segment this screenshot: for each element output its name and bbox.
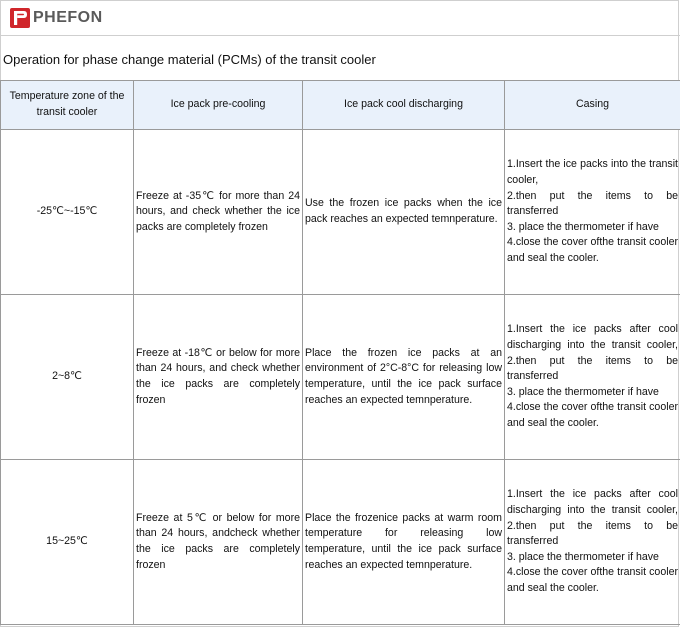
casing-step: 2.then put the items to be transferred — [507, 189, 678, 218]
header-pre-cooling: Ice pack pre-cooling — [134, 81, 303, 130]
page-header — [0, 0, 680, 36]
phefon-logo-icon — [10, 8, 30, 28]
header-temperature-zone: Temperature zone of the transit cooler — [1, 81, 134, 130]
zone-cell: -25℃~-15℃ — [1, 130, 134, 295]
casing-step: 2.then put the items to be transferred — [507, 519, 678, 548]
casing-step: 1.Insert the ice packs after cool discharging into the transit cooler, — [507, 323, 678, 352]
casing-step: 3. place the thermometer if have — [507, 220, 659, 233]
table-row — [1, 460, 680, 625]
discharging-cell: Place the frozen ice packs at an environment of 2°C-8°C for releasing low temperature, until the ice pack surface reaches an expected temnperature. — [303, 295, 505, 460]
casing-cell — [505, 295, 680, 460]
brand-name: PHEFON — [33, 9, 103, 26]
casing-step: 1.Insert the ice packs after cool discharging into the transit cooler, — [507, 488, 678, 517]
operation-table — [0, 80, 680, 625]
zone-cell: 2~8℃ — [1, 295, 134, 460]
brand-logo[interactable] — [10, 8, 103, 28]
casing-step: 2.then put the items to be transferred — [507, 354, 678, 383]
header-casing: Casing — [505, 81, 680, 130]
casing-step: 4.close the cover ofthe transit cooler and seal the cooler. — [507, 236, 678, 264]
table-header-row — [1, 81, 680, 130]
page-title: Operation for phase change material (PCMs) of the transit cooler — [3, 52, 376, 67]
casing-step: 3. place the thermometer if have — [507, 550, 659, 563]
precooling-cell: Freeze at 5℃ or below for more than 24 hours, andcheck whether the ice packs are completely frozen — [134, 460, 303, 625]
casing-cell — [505, 130, 680, 295]
casing-step: 1.Insert the ice packs into the transit cooler, — [507, 158, 678, 187]
precooling-cell: Freeze at -18℃ or below for more than 24 hours, and check whether the ice packs are completely frozen — [134, 295, 303, 460]
title-row — [0, 36, 680, 81]
header-cool-discharging: Ice pack cool discharging — [303, 81, 505, 130]
casing-cell — [505, 460, 680, 625]
discharging-cell: Place the frozenice packs at warm room temperature for releasing low temperature, until the ice pack surface reaches an expected temnperature. — [303, 460, 505, 625]
casing-step: 4.close the cover ofthe transit cooler and seal the cooler. — [507, 566, 678, 594]
casing-step: 4.close the cover ofthe transit cooler and seal the cooler. — [507, 401, 678, 429]
precooling-cell: Freeze at -35℃ for more than 24 hours, and check whether the ice packs are completely frozen — [134, 130, 303, 295]
casing-step: 3. place the thermometer if have — [507, 385, 659, 398]
table-row — [1, 295, 680, 460]
discharging-cell: Use the frozen ice packs when the ice pack reaches an expected temnperature. — [303, 130, 505, 295]
table-row — [1, 130, 680, 295]
zone-cell: 15~25℃ — [1, 460, 134, 625]
